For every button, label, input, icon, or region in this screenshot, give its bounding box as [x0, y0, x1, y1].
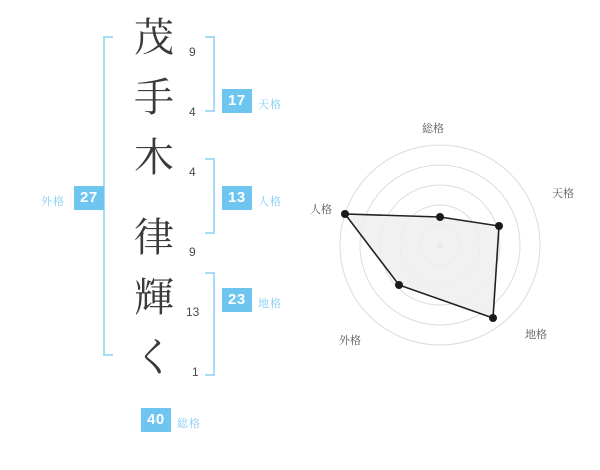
- radar-chart-svg: [300, 0, 600, 470]
- radar-axis-label-chikaku: 地格: [525, 329, 547, 341]
- stroke-count-2: 4: [189, 105, 196, 119]
- badge-tenkaku-label: 天格: [258, 99, 282, 111]
- stroke-count-3: 4: [189, 165, 196, 179]
- radar-chart: [300, 0, 600, 470]
- bracket-jinkaku: [205, 158, 215, 234]
- name-character-4: 律: [134, 215, 174, 261]
- bracket-tenkaku: [205, 36, 215, 112]
- badge-chikaku-value: 23: [222, 288, 252, 312]
- name-character-3: 木: [134, 135, 174, 181]
- badge-gaikaku-label: 外格: [41, 196, 65, 208]
- bracket-gaikaku: [103, 36, 113, 356]
- badge-jinkaku-value: 13: [222, 186, 252, 210]
- badge-gaikaku-value: 27: [74, 186, 104, 210]
- bracket-chikaku: [205, 272, 215, 376]
- radar-point-chikaku: [489, 314, 497, 322]
- stroke-count-1: 9: [189, 45, 196, 59]
- badge-tenkaku-value: 17: [222, 89, 252, 113]
- radar-point-jinkaku: [341, 210, 349, 218]
- badge-soukaku-value: 40: [141, 408, 171, 432]
- name-character-6: く: [134, 335, 174, 381]
- badge-soukaku-label: 総格: [177, 418, 201, 430]
- stroke-count-4: 9: [189, 245, 196, 259]
- radar-axis-label-jinkaku: 人格: [310, 204, 332, 216]
- stroke-count-6: 1: [192, 365, 199, 379]
- radar-point-gaikaku: [395, 281, 403, 289]
- radar-axis-label-gaikaku: 外格: [339, 335, 361, 347]
- radar-axis-label-tenkaku: 天格: [552, 188, 574, 200]
- name-character-2: 手: [134, 75, 174, 121]
- name-character-5: 輝: [134, 275, 174, 321]
- radar-point-tenkaku: [495, 222, 503, 230]
- radar-point-soukaku: [436, 213, 444, 221]
- name-character-1: 茂: [134, 15, 174, 61]
- badge-jinkaku-label: 人格: [258, 196, 282, 208]
- radar-axis-label-soukaku: 総格: [422, 123, 444, 135]
- badge-chikaku-label: 地格: [258, 298, 282, 310]
- stroke-count-5: 13: [186, 305, 200, 319]
